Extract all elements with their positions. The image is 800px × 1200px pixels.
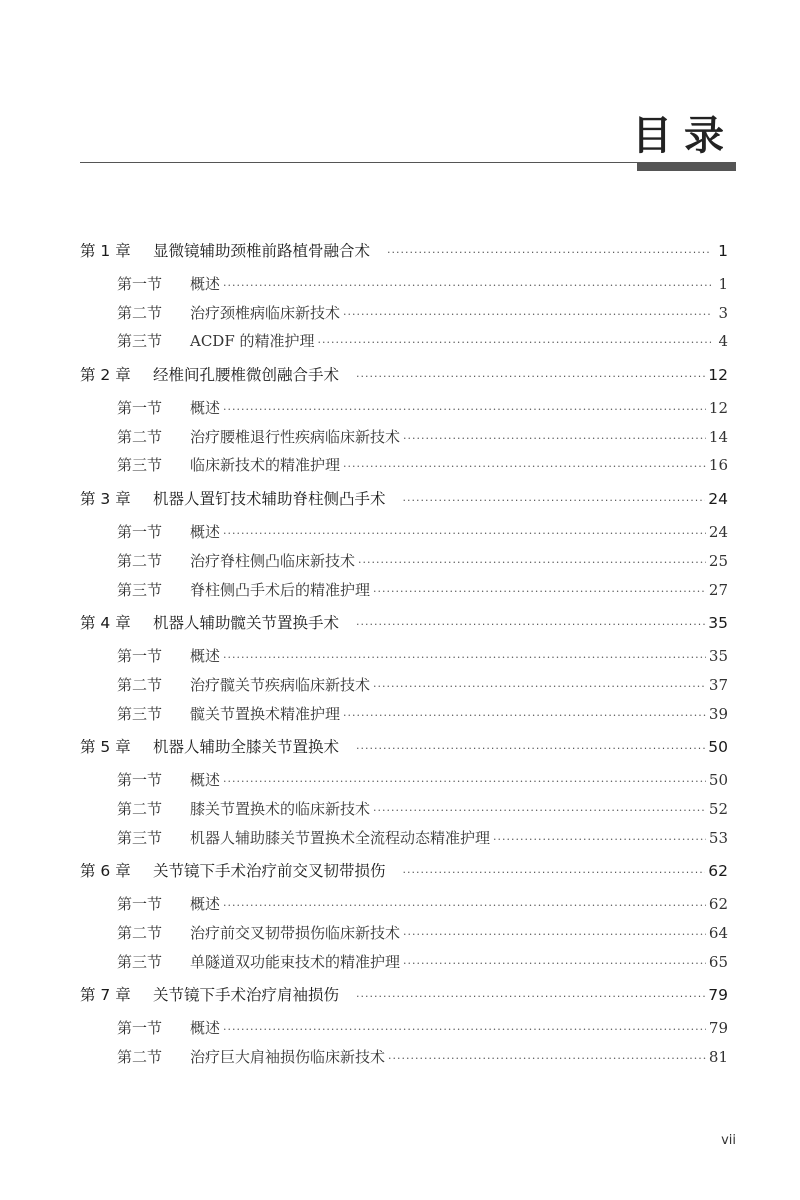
toc-section[interactable]: [80, 890, 728, 919]
page-number: 79: [708, 986, 728, 1005]
toc-section[interactable]: [80, 270, 728, 299]
section-number: 第二节: [117, 1048, 163, 1067]
toc-chapter[interactable]: [80, 232, 728, 270]
section-number: 第二节: [117, 303, 163, 322]
dot-leader: [373, 578, 706, 607]
dot-leader: [388, 1045, 706, 1074]
chapter-title: 关节镜下手术治疗肩袖损伤: [153, 986, 340, 1005]
dot-leader: [343, 301, 711, 330]
toc-section[interactable]: [80, 766, 728, 795]
section-number: 第二节: [117, 551, 163, 570]
toc-section[interactable]: [80, 394, 728, 423]
chapter-title: 机器人辅助全膝关节置换术: [153, 738, 340, 757]
section-title: 概述: [190, 771, 221, 790]
dot-leader: [356, 606, 705, 644]
page-number: 16: [708, 456, 728, 475]
dot-leader: [223, 768, 706, 797]
page-number: 12: [708, 399, 728, 418]
page-number: 35: [708, 614, 728, 633]
page-number: 27: [708, 580, 728, 599]
page-title: 目录: [632, 113, 736, 159]
dot-leader: [356, 978, 705, 1016]
section-title: 概述: [190, 523, 221, 542]
page-number: 1: [718, 242, 728, 260]
section-number: 第三节: [117, 580, 163, 599]
toc-section[interactable]: [80, 299, 728, 328]
section-number: 第三节: [117, 456, 163, 475]
dot-leader: [403, 921, 706, 950]
dot-leader: [493, 826, 706, 855]
page-number: 65: [708, 952, 728, 971]
section-number: 第二节: [117, 924, 163, 942]
dot-leader: [356, 358, 705, 396]
page-number: 81: [708, 1048, 728, 1067]
toc-section[interactable]: [80, 327, 728, 356]
chapter-number: 第 5 章: [80, 738, 131, 757]
section-number: 第一节: [117, 647, 163, 666]
chapter-number: 第 1 章: [80, 242, 131, 260]
section-number: 第三节: [117, 952, 163, 971]
title-rule-accent: [637, 162, 736, 171]
chapter-number: 第 2 章: [80, 366, 131, 385]
section-title: 髋关节置换术精准护理: [190, 704, 341, 723]
toc-section[interactable]: [80, 576, 728, 605]
chapter-number: 第 3 章: [80, 490, 131, 509]
page-number: 52: [708, 799, 728, 818]
page-number: 53: [708, 828, 728, 847]
page-number: 24: [708, 523, 728, 542]
page-number: 25: [708, 551, 728, 570]
page-number: 37: [708, 675, 728, 694]
section-title: 机器人辅助膝关节置换术全流程动态精准护理: [190, 828, 491, 847]
toc-section[interactable]: [80, 1043, 728, 1072]
dot-leader: [223, 520, 706, 549]
toc-section[interactable]: [80, 700, 728, 729]
page-number: 50: [708, 738, 728, 757]
section-title: 治疗巨大肩袖损伤临床新技术: [190, 1048, 386, 1067]
dot-leader: [403, 950, 706, 979]
section-number: 第二节: [117, 427, 163, 446]
page-number: 24: [708, 490, 728, 509]
toc-section[interactable]: [80, 518, 728, 547]
toc-section[interactable]: [80, 451, 728, 480]
section-number: 第三节: [117, 828, 163, 847]
toc-section[interactable]: [80, 547, 728, 576]
toc-chapter[interactable]: [80, 852, 728, 890]
dot-leader: [223, 396, 706, 425]
section-number: 第二节: [117, 675, 163, 694]
dot-leader: [373, 797, 706, 826]
chapter-title: 经椎间孔腰椎微创融合手术: [153, 366, 340, 385]
dot-leader: [356, 730, 705, 768]
section-title: 概述: [190, 895, 221, 914]
page-number: 62: [708, 895, 728, 914]
toc-chapter[interactable]: [80, 480, 728, 518]
chapter-number: 第 7 章: [80, 986, 131, 1005]
section-number: 第一节: [117, 1019, 163, 1038]
section-number: 第二节: [117, 799, 163, 818]
dot-leader: [403, 854, 706, 892]
toc-section[interactable]: [80, 671, 728, 700]
page-number: 4: [718, 332, 728, 351]
section-title: 治疗颈椎病临床新技术: [190, 303, 341, 322]
chapter-title: 关节镜下手术治疗前交叉韧带损伤: [153, 862, 386, 881]
section-title: 治疗髋关节疾病临床新技术: [190, 675, 371, 694]
toc-section[interactable]: [80, 795, 728, 824]
section-number: 第一节: [117, 771, 163, 790]
section-title: 单隧道双功能束技术的精准护理: [190, 952, 401, 971]
section-number: 第一节: [117, 523, 163, 542]
dot-leader: [223, 1016, 706, 1045]
section-title: 治疗腰椎退行性疾病临床新技术: [190, 427, 401, 446]
section-title: 概述: [190, 1019, 221, 1038]
section-number: 第三节: [117, 704, 163, 723]
toc-chapter[interactable]: [80, 728, 728, 766]
page-number: 1: [718, 275, 728, 293]
section-title: 膝关节置换术的临床新技术: [190, 799, 371, 818]
section-title: 概述: [190, 275, 221, 293]
section-title: 临床新技术的精准护理: [190, 456, 341, 475]
dot-leader: [387, 234, 711, 272]
dot-leader: [343, 453, 706, 482]
dot-leader: [358, 549, 706, 578]
section-title: 治疗前交叉韧带损伤临床新技术: [190, 924, 401, 942]
section-title: ACDF 的精准护理: [190, 332, 315, 351]
page-number: 79: [708, 1019, 728, 1038]
folio-page-number: vii: [721, 1133, 736, 1148]
dot-leader: [403, 425, 706, 454]
page-number: 39: [708, 704, 728, 723]
section-title: 概述: [190, 399, 221, 418]
toc-section[interactable]: [80, 919, 728, 948]
toc-section[interactable]: [80, 824, 728, 853]
page-number: 14: [708, 427, 728, 446]
page-number: 35: [708, 647, 728, 666]
section-title: 脊柱侧凸手术后的精准护理: [190, 580, 371, 599]
page-number: 3: [718, 303, 728, 322]
chapter-title: 机器人置钉技术辅助脊柱侧凸手术: [153, 490, 386, 509]
dot-leader: [223, 272, 711, 301]
dot-leader: [318, 329, 711, 358]
section-number: 第一节: [117, 399, 163, 418]
page-number: 64: [708, 924, 728, 942]
toc-section[interactable]: [80, 423, 728, 452]
section-number: 第一节: [117, 275, 163, 293]
chapter-title: 显微镜辅助颈椎前路植骨融合术: [153, 242, 371, 260]
toc-section[interactable]: [80, 1014, 728, 1043]
toc-chapter[interactable]: [80, 976, 728, 1014]
dot-leader: [223, 644, 706, 673]
page-number: 12: [708, 366, 728, 385]
toc-chapter[interactable]: [80, 604, 728, 642]
toc-section[interactable]: [80, 948, 728, 977]
table-of-contents: [80, 232, 728, 1072]
dot-leader: [223, 892, 706, 921]
chapter-number: 第 4 章: [80, 614, 131, 633]
page-number: 62: [708, 862, 728, 881]
chapter-number: 第 6 章: [80, 862, 131, 881]
dot-leader: [343, 702, 706, 731]
dot-leader: [403, 482, 706, 520]
section-title: 概述: [190, 647, 221, 666]
section-number: 第三节: [117, 332, 163, 351]
page-number: 50: [708, 771, 728, 790]
section-title: 治疗脊柱侧凸临床新技术: [190, 551, 356, 570]
section-number: 第一节: [117, 895, 163, 914]
chapter-title: 机器人辅助髋关节置换手术: [153, 614, 340, 633]
dot-leader: [373, 673, 706, 702]
toc-section[interactable]: [80, 642, 728, 671]
toc-chapter[interactable]: [80, 356, 728, 394]
